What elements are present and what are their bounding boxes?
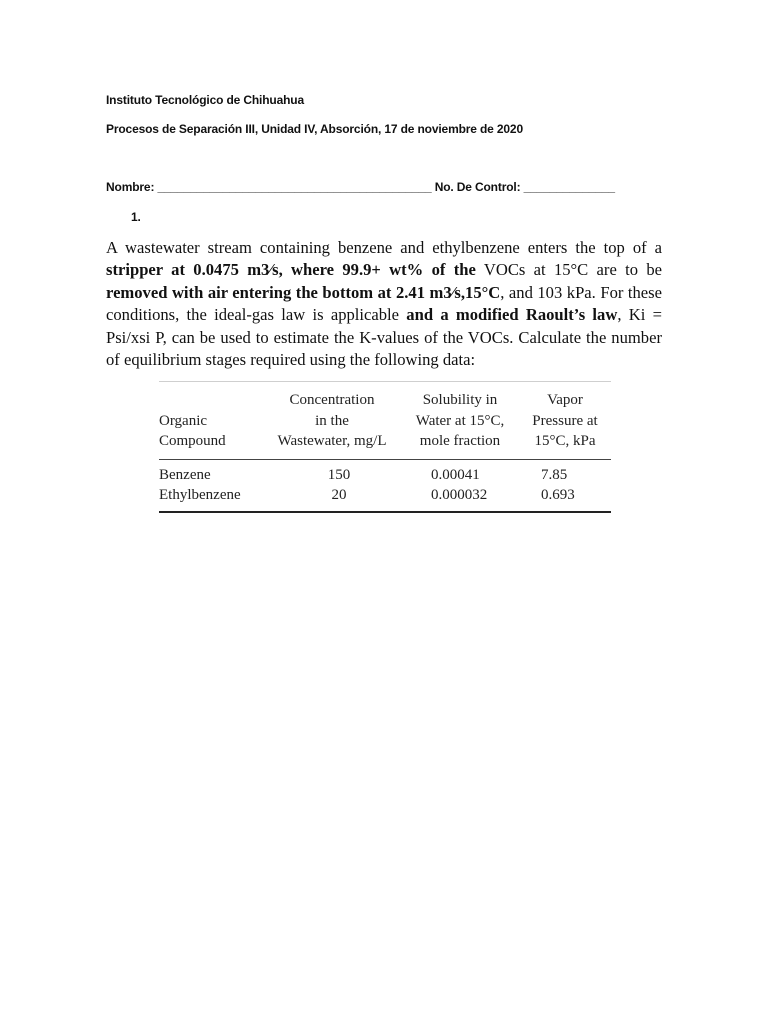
problem-text-5: , and 103 kPa. For these conditions, the ideal-gas law is applicable bbox=[106, 282, 662, 325]
institution-name: Instituto Tecnológico de Chihuahua bbox=[106, 93, 305, 107]
problem-text-7: , Ki = Psi/xsi P, can be used to estimate the K-values of the VOCs. Calculate the number of equilibrium stages required using the following data: bbox=[106, 305, 662, 370]
question-number: 1. bbox=[131, 210, 141, 224]
cell-vapor-pressure: 7.85 bbox=[541, 466, 568, 483]
control-number-label: No. De Control: bbox=[434, 180, 521, 194]
cell-compound: Benzene bbox=[159, 466, 211, 483]
table-header-row bbox=[159, 382, 611, 460]
header-vapor-pressure: Vapor Pressure at 15°C, kPa bbox=[519, 382, 611, 460]
table-row bbox=[159, 459, 611, 485]
header-concentration: Concentration in the Wastewater, mg/L bbox=[263, 382, 401, 460]
problem-text-4: removed with air entering the bottom at 2.41 m3⁄s,15°C bbox=[106, 282, 501, 302]
cell-vapor-pressure: 0.693 bbox=[541, 486, 575, 503]
problem-text-1: A wastewater stream containing benzene and ethylbenzene enters the top of a bbox=[106, 238, 662, 257]
header-solubility: Solubility in Water at 15°C, mole fraction bbox=[401, 382, 519, 460]
problem-statement bbox=[106, 237, 662, 371]
cell-concentration: 150 bbox=[327, 466, 351, 483]
table-row bbox=[159, 485, 611, 512]
problem-text-6: and a modified Raoult’s law bbox=[406, 305, 618, 325]
cell-compound: Ethylbenzene bbox=[159, 486, 241, 503]
cell-solubility: 0.000032 bbox=[431, 486, 488, 503]
course-title: Procesos de Separación III, Unidad IV, Absorción, 17 de noviembre de 2020 bbox=[106, 122, 523, 136]
cell-concentration: 20 bbox=[331, 486, 347, 503]
voc-data-table bbox=[159, 381, 611, 513]
name-label: Nombre: bbox=[106, 180, 155, 194]
control-number-blank[interactable]: ______________ bbox=[523, 180, 615, 194]
student-info-line bbox=[106, 180, 615, 194]
data-table-container bbox=[159, 381, 611, 513]
problem-text-3: VOCs at 15°C are to be bbox=[475, 260, 662, 280]
problem-text-2: stripper at 0.0475 m3⁄s, where 99.9+ wt% of the bbox=[106, 260, 476, 280]
name-blank[interactable]: __________________________________________ bbox=[157, 180, 432, 194]
header-organic-compound: Organic Compound bbox=[159, 382, 263, 460]
cell-solubility: 0.00041 bbox=[431, 466, 480, 483]
